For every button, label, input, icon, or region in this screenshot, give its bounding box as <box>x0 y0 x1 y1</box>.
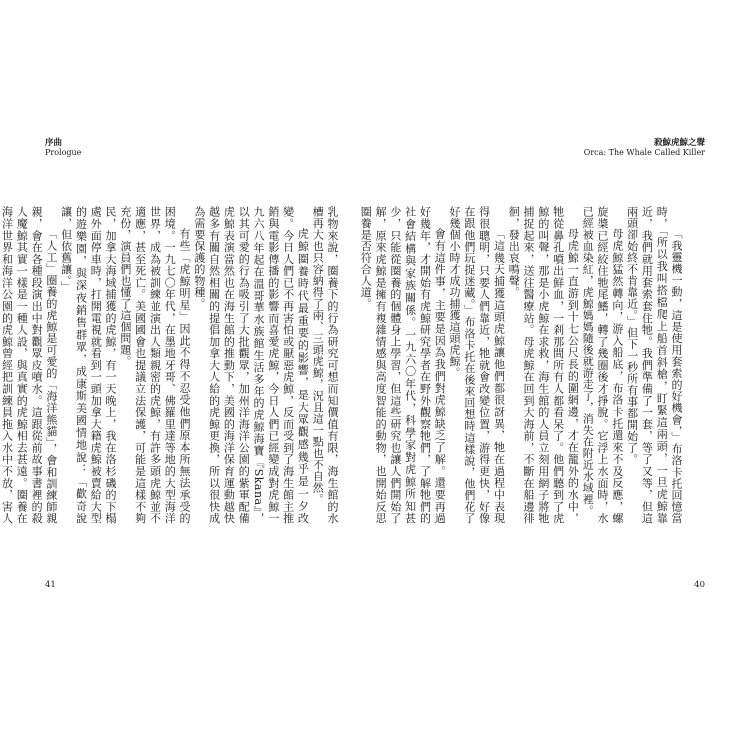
page-number-left: 41 <box>45 580 56 590</box>
header-english: Prologue <box>45 148 82 157</box>
page-number-right: 40 <box>694 580 705 590</box>
paragraph: 「人工」圈養的虎鯨是可愛的「海洋熊貓」，會和訓練師親親，會在各種段演出中對觀眾皮噴水。這跟從前故事書裡的殺人魔鯨其實一樣是一種人設，與真實的虎鯨相去甚遠。圈養在海洋世界和海洋公園的虎鯨曾經把訓練員拖入水中不放，害人 <box>0 206 58 524</box>
paragraph: 民，加拿大海域捕獲的虎鯨，有一天晚上，我在洛杉磯的下榻處外面停車時，打開電視就看到一頭加拿大籍虎鯨被賣給大型的遊樂園，與深夜銷售群眾，成康斯美國情地說：「歡奇說讓，但依舊讓。」 <box>59 206 118 524</box>
paragraph: 虎鯨圈養時代最重要的影響，是大眾觀感幾乎是一夕改變。今日人們已不再害怕或厭惡虎鯨，反而受到了海生館主推銷與電影傳播的影響而喜愛虎鯨，今日人們已經變成對虎鯨一九六八年起在溫哥華水族館生活多年的虎鯨海寶『Skana』，以其可愛的行為吸引了大批觀眾，加州洋海洋公園的紫軍配備虎鯨表演當然也在海生館的推動下，美國的海洋保育運動越快越多有關自然相關的提倡加拿大人給的虎鯨更換，所以很快成為需要保護的物種。 <box>192 206 310 524</box>
paragraph: 有些「虎鯨明星」因此不得不忍受他們原本所無法承受的困境。一九七〇年代，在墨地牙哥、佛羅里達等地的大型海洋世界，成為被訓練並演出人類親密的虎鯨，有許多頭虎鯨並不適應，甚至死亡。美國國會也提議立法保護，可能是這樣不夠充份，演員們也懂了這個問題。 <box>118 206 192 524</box>
right-page <box>359 138 705 598</box>
paragraph: 「這幾天捕獲這頭虎鯨讓他們都很訝異，牠在過程中表現得很聰明，只要人們靠近，牠就會改變位置，游得更快，好像在跟他們玩捉迷藏。」布洛卡托在後來回想時這樣說，他們花了好幾個小時才成功捕獲這頭虎鯨。 <box>448 206 506 524</box>
paragraph: 母虎鯨一直游到十七公尺長的圍網邊，才在籠外的水中，牠從鼻孔噴出鮮血，一剎那間所有人都看呆了。他們聽到了虎鯨的叫聲，那是小虎鯨在求救，海生館的人員立刻用網子將牠捕捉起來，送往醫療站。母虎鯨在回到大海前，不斷在船邊徘徊，發出哀鳴聲。 <box>507 206 580 524</box>
left-body-text <box>0 206 339 524</box>
header-chinese: 殺鯨虎鯨之聲 <box>653 138 705 148</box>
paragraph: 乳物來說，圈養下的行為研究可想而知價值有限，海生館的水槽再大也只容納得了兩、三頭虎鯨，況且這一點也不自然。 <box>311 206 339 524</box>
header-chinese: 序曲 <box>45 138 63 148</box>
running-header-right <box>584 138 705 158</box>
right-body-text <box>347 206 683 524</box>
paragraph: 「我靈機一動，這是使用套索的好機會，」布洛卡托回憶當時，「所以我叫搭檔爬上船首斜槍，盯緊這兩頭，一旦虎鯨靠近，我們就用套索套住牠。我們準備了一套，等了又等，但這兩頭卻始終不肯靠近。」但下一秒所有事都開始了。 <box>625 206 683 524</box>
header-english: Orca: The Whale Called Killer <box>583 148 705 157</box>
running-header-left <box>45 138 81 158</box>
paragraph: 母虎鯨猛然轉向，游入船底，布洛卡托還來不及反應，螺旋槳已經絞住牠尾鰭，轉了幾圈後才掙脫。它浮上水面時，水已經被血染紅，虎鯨媽媽隨後就游走了，消失在附近水域裡。 <box>581 206 624 524</box>
left-page <box>0 138 375 598</box>
paragraph: 會有這件事，主要是因為我們對虎鯨缺乏了解。還要再過好幾年，才開始有虎鯨研究學者在野外觀察牠們，了解牠們的社會結構與家族關係。一九六〇年代，科學家對虎鯨所知甚少，只能從圈養的個體身上學習，但這些研究也讓人們開始了解，原來虎鯨是擁有複雜情感與高度智能的動物，也開始反思圈養是否符合人道。 <box>359 206 447 524</box>
